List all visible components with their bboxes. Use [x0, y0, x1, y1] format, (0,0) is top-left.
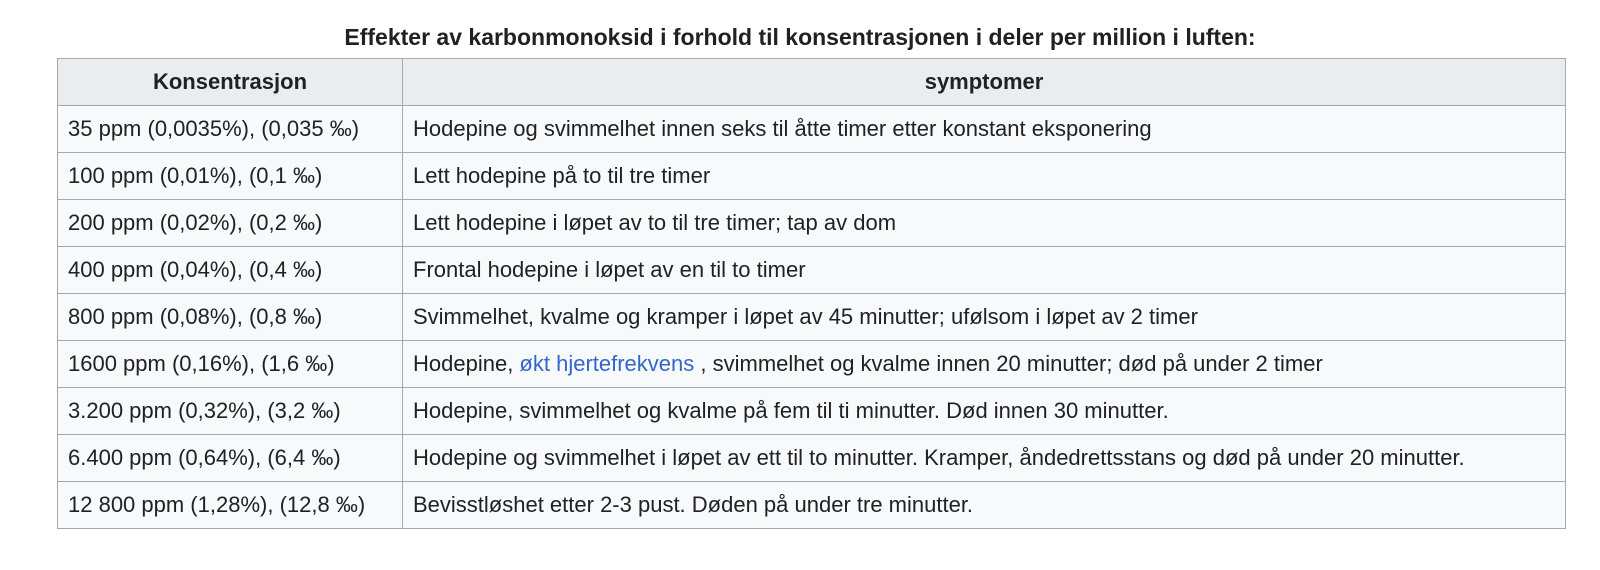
- table-row: [58, 153, 1566, 200]
- symptom-cell: Lett hodepine på to til tre timer: [403, 153, 1566, 200]
- symptom-cell: Hodepine, svimmelhet og kvalme på fem til ti minutter. Død innen 30 minutter.: [403, 388, 1566, 435]
- concentration-cell: 400 ppm (0,04%), (0,4 ‰): [58, 247, 403, 294]
- table-row: [58, 106, 1566, 153]
- concentration-cell: 100 ppm (0,01%), (0,1 ‰): [58, 153, 403, 200]
- symptom-text-post: , svimmelhet og kvalme innen 20 minutter; død på under 2 timer: [694, 351, 1323, 376]
- concentration-cell: 6.400 ppm (0,64%), (6,4 ‰): [58, 435, 403, 482]
- symptom-cell: Frontal hodepine i løpet av en til to timer: [403, 247, 1566, 294]
- table-row: [58, 388, 1566, 435]
- table-row: [58, 482, 1566, 529]
- symptom-cell: [403, 341, 1566, 388]
- table-row: [58, 341, 1566, 388]
- symptom-cell: Lett hodepine i løpet av to til tre timer; tap av dom: [403, 200, 1566, 247]
- table-row: [58, 200, 1566, 247]
- concentration-cell: 12 800 ppm (1,28%), (12,8 ‰): [58, 482, 403, 529]
- column-header-symptoms: symptomer: [403, 59, 1566, 106]
- heart-rate-link[interactable]: økt hjertefrekvens: [519, 351, 695, 376]
- table-caption: Effekter av karbonmonoksid i forhold til konsentrasjonen i deler per million i luften:: [344, 24, 1256, 50]
- concentration-cell: 200 ppm (0,02%), (0,2 ‰): [58, 200, 403, 247]
- table-row: [58, 247, 1566, 294]
- column-header-concentration: Konsentrasjon: [58, 59, 403, 106]
- symptom-cell: Hodepine og svimmelhet i løpet av ett til to minutter. Kramper, åndedrettsstans og død på under 20 minutter.: [403, 435, 1566, 482]
- symptom-cell: Bevisstløshet etter 2-3 pust. Døden på under tre minutter.: [403, 482, 1566, 529]
- table-row: [58, 294, 1566, 341]
- concentration-cell: 1600 ppm (0,16%), (1,6 ‰): [58, 341, 403, 388]
- concentration-cell: 35 ppm (0,0035%), (0,035 ‰): [58, 106, 403, 153]
- symptom-text-pre: Hodepine,: [413, 351, 520, 376]
- concentration-cell: 3.200 ppm (0,32%), (3,2 ‰): [58, 388, 403, 435]
- concentration-cell: 800 ppm (0,08%), (0,8 ‰): [58, 294, 403, 341]
- table-header-row: [58, 59, 1566, 106]
- table-row: [58, 435, 1566, 482]
- co-effects-table: [57, 58, 1566, 529]
- symptom-cell: Hodepine og svimmelhet innen seks til åtte timer etter konstant eksponering: [403, 106, 1566, 153]
- symptom-cell: Svimmelhet, kvalme og kramper i løpet av 45 minutter; ufølsom i løpet av 2 timer: [403, 294, 1566, 341]
